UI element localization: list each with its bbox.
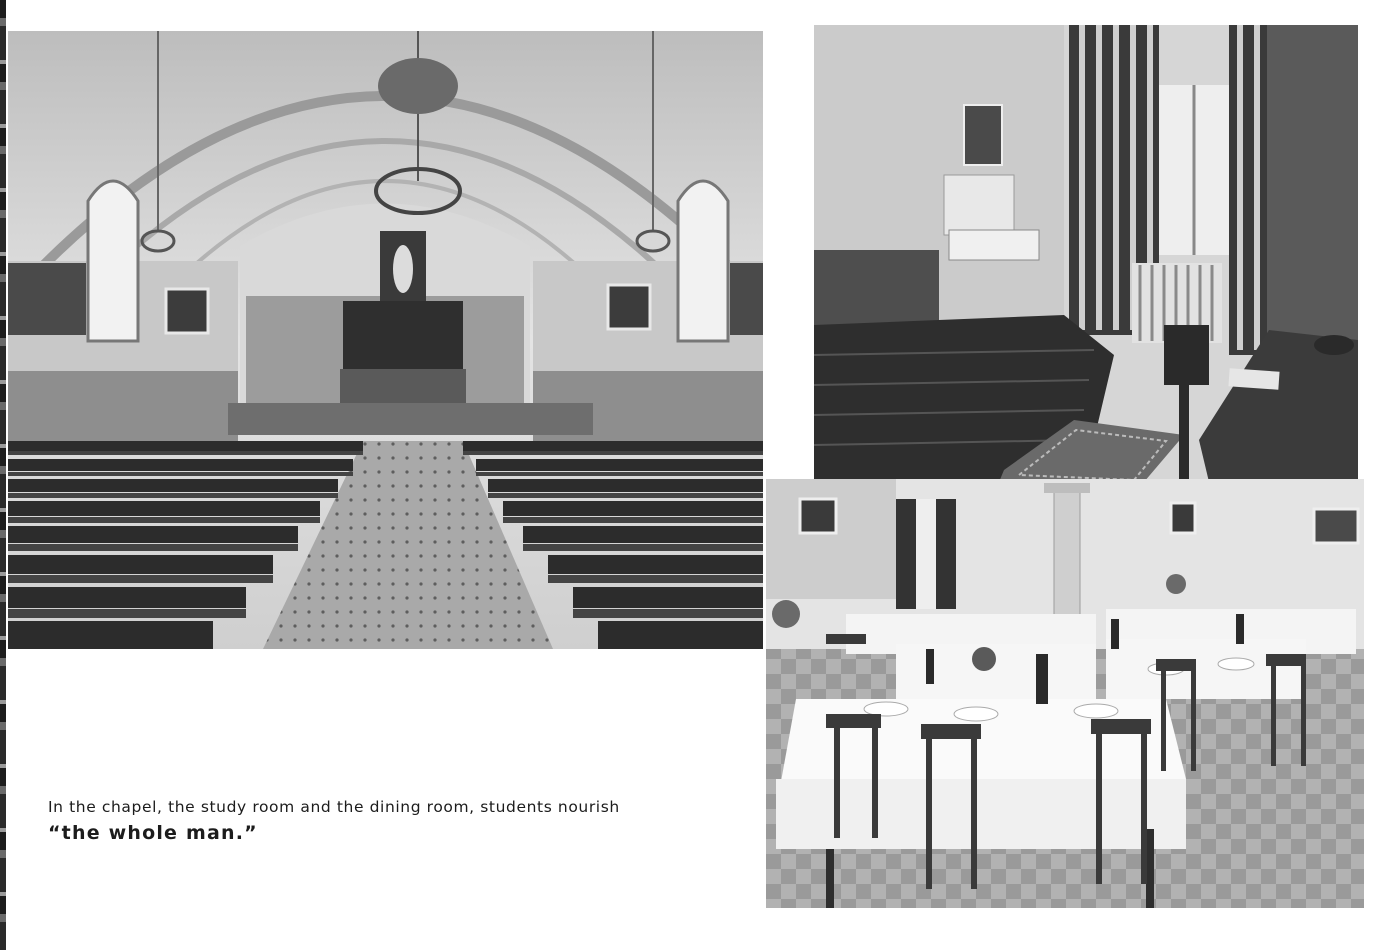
caption-line: In the chapel, the study room and the dining room, students nourish [48, 798, 620, 816]
caption [48, 796, 748, 848]
study-room-photo [814, 25, 1358, 482]
page-binding-edge [0, 0, 6, 950]
chapel-photo [8, 31, 763, 649]
dining-room-illustration [766, 479, 1364, 908]
chapel-illustration [8, 31, 763, 649]
caption-emphasis: “the whole man.” [48, 822, 258, 844]
dining-room-photo [766, 479, 1364, 908]
study-room-illustration [814, 25, 1358, 482]
